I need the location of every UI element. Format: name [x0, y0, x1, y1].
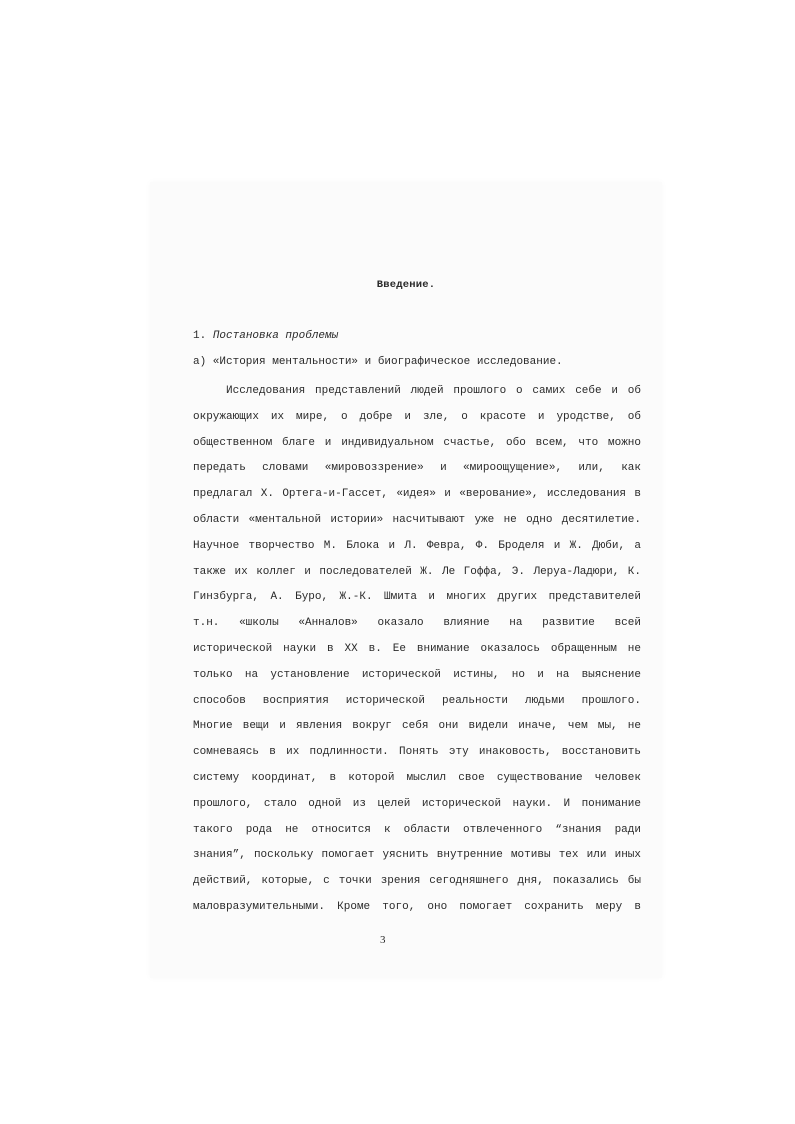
text-line: также их коллег и последователей Ж. Ле Гоффа, Э. Леруа-Ладюри, К.	[193, 565, 641, 578]
text-line: только на установление исторической истины, но и на выяснение	[193, 668, 641, 681]
text-line: маловразумительными. Кроме того, оно помогает сохранить меру в	[193, 900, 641, 913]
text-line: т.н. «школы «Анналов» оказало влияние на развитие всей	[193, 617, 641, 630]
text-line: сомневаясь в их подлинности. Понять эту инаковость, восстановить	[193, 746, 641, 759]
subsection-heading: а) «История ментальности» и биографическое исследование.	[193, 356, 563, 368]
text-line: прошлого, стало одной из целей исторической науки. И понимание	[193, 797, 641, 810]
text-line: общественном благе и индивидуальном счастье, обо всем, что можно	[193, 436, 641, 449]
body-paragraph	[193, 379, 641, 921]
text-line: такого рода не относится к области отвлеченного “знания ради	[193, 823, 641, 836]
section-number: 1.	[193, 330, 207, 342]
text-line: передать словами «мировоззрение» и «мироощущение», или, как	[193, 462, 641, 475]
text-line: исторической науки в XX в. Ее внимание оказалось обращенным не	[193, 642, 641, 655]
text-line: области «ментальной истории» насчитывают уже не одно десятилетие.	[193, 513, 641, 526]
text-line: Гинзбурга, А. Буро, Ж.-К. Шмита и многих других представителей	[193, 591, 641, 604]
text-line: Многие вещи и явления вокруг себя они видели иначе, чем мы, не	[193, 720, 641, 733]
text-line: знания”, поскольку помогает уяснить внутренние мотивы тех или иных	[193, 849, 641, 862]
section-title: Постановка проблемы	[212, 330, 339, 342]
text-line: Научное творчество М. Блока и Л. Февра, Ф. Броделя и Ж. Дюби, а	[193, 539, 641, 552]
page-title: Введение.	[376, 279, 436, 291]
text-line: предлагал Х. Ортега-и-Гассет, «идея» и «верование», исследования в	[193, 488, 641, 501]
text-line: действий, которые, с точки зрения сегодняшнего дня, показались бы	[193, 875, 641, 888]
section-heading	[193, 330, 338, 342]
text-line: систему координат, в которой мыслил свое существование человек	[193, 771, 641, 784]
text-line: Исследования представлений людей прошлого о самих себе и об	[226, 385, 641, 397]
page-number: 3	[380, 934, 386, 946]
text-line: окружающих их мире, о добре и зле, о красоте и уродстве, об	[193, 410, 641, 423]
text-line: способов восприятия исторической реальности людьми прошлого.	[193, 694, 641, 707]
